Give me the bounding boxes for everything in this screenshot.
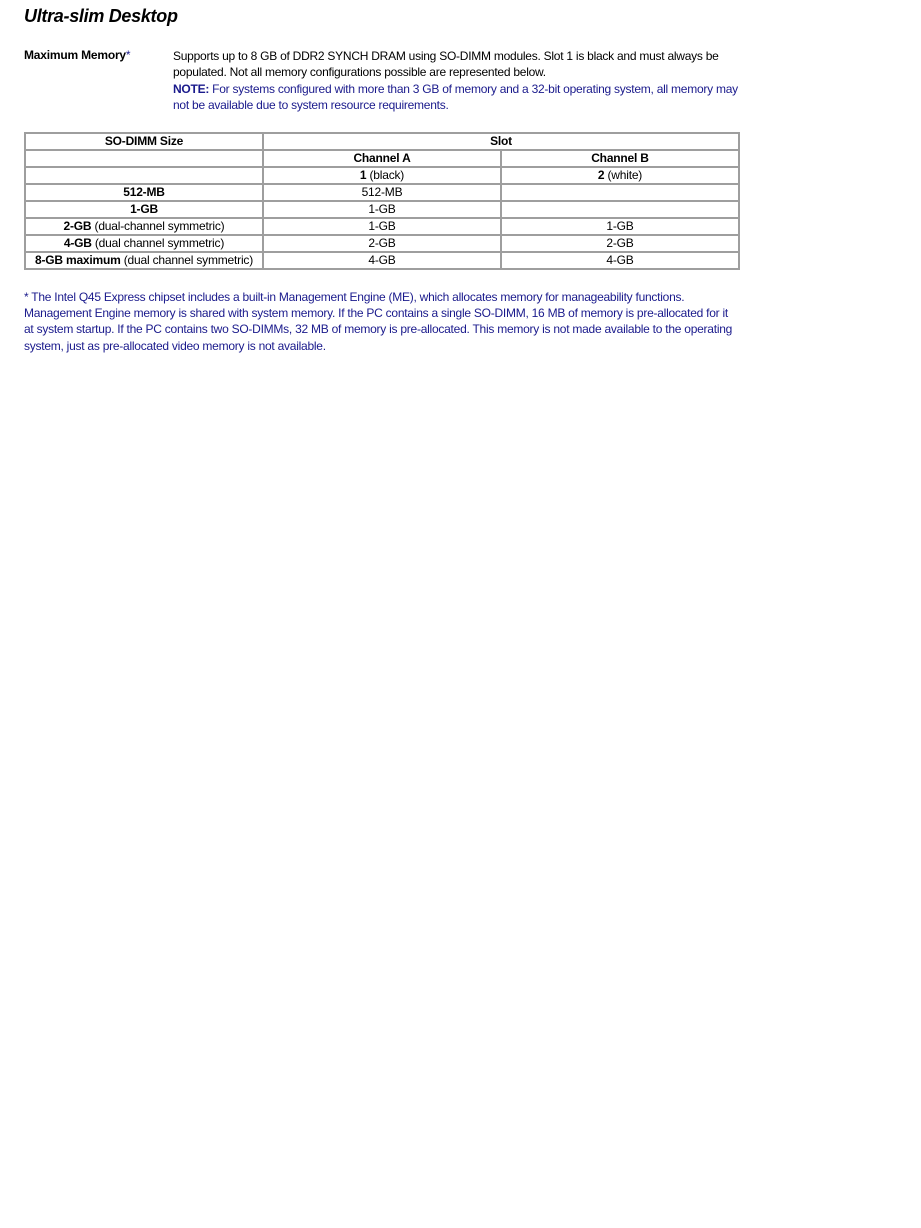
table-row bbox=[25, 184, 739, 201]
header-channel-b: Channel B bbox=[501, 150, 739, 167]
page-title: Ultra-slim Desktop bbox=[24, 6, 178, 26]
slot-1-cell bbox=[263, 167, 501, 184]
slot-2-number: 2 bbox=[597, 168, 605, 182]
size-bold: 512-MB bbox=[123, 185, 165, 199]
channel-b-cell bbox=[501, 201, 739, 218]
slot-1-number: 1 bbox=[359, 168, 367, 182]
size-detail: (dual channel symmetric) bbox=[120, 253, 254, 267]
channel-b-cell bbox=[501, 184, 739, 201]
spec-label bbox=[24, 48, 130, 62]
header-sodimm-size: SO-DIMM Size bbox=[25, 133, 263, 150]
table-row bbox=[25, 252, 739, 269]
slot-2-cell bbox=[501, 167, 739, 184]
size-bold: 2-GB bbox=[63, 219, 92, 233]
table-row bbox=[25, 218, 739, 235]
header-channel-a: Channel A bbox=[263, 150, 501, 167]
size-cell bbox=[25, 201, 263, 218]
empty-cell bbox=[25, 150, 263, 167]
size-cell bbox=[25, 218, 263, 235]
size-detail: (dual-channel symmetric) bbox=[91, 219, 225, 233]
table-slot-row bbox=[25, 167, 739, 184]
slot-2-color: (white) bbox=[604, 168, 643, 182]
table-channel-row bbox=[25, 150, 739, 167]
size-cell bbox=[25, 184, 263, 201]
spec-label-text: Maximum Memory bbox=[24, 48, 126, 62]
size-bold: 1-GB bbox=[130, 202, 158, 216]
footnote-marker: * bbox=[125, 48, 131, 62]
channel-a-cell: 4-GB bbox=[263, 252, 501, 269]
size-detail: (dual channel symmetric) bbox=[91, 236, 225, 250]
empty-cell bbox=[25, 167, 263, 184]
table-row bbox=[25, 201, 739, 218]
footnote: * The Intel Q45 Express chipset includes a built-in Management Engine (ME), which allocates memory for manageability functions. Management Engine memory is shared with system memory. If the PC contains a single SO-DIMM, 16 MB of memory is pre-allocated for it at system startup. If the PC contains two SO-DIMMs, 32 MB of memory is pre-allocated. This memory is not made available to the operating system, just as pre-allocated video memory is not available. bbox=[24, 290, 733, 353]
slot-1-color: (black) bbox=[366, 168, 405, 182]
size-bold: 4-GB bbox=[63, 236, 92, 250]
memory-config-table bbox=[24, 132, 740, 270]
channel-b-cell: 1-GB bbox=[501, 218, 739, 235]
note-text: For systems configured with more than 3 GB of memory and a 32-bit operating system, all memory may not be available due to system resource requirements. bbox=[173, 81, 738, 112]
table-row bbox=[25, 235, 739, 252]
channel-a-cell: 512-MB bbox=[263, 184, 501, 201]
table-header-row bbox=[25, 133, 739, 150]
header-slot: Slot bbox=[263, 133, 739, 150]
size-cell bbox=[25, 252, 263, 269]
channel-b-cell: 4-GB bbox=[501, 252, 739, 269]
channel-a-cell: 2-GB bbox=[263, 235, 501, 252]
note-label: NOTE: bbox=[173, 81, 210, 96]
spec-description: Supports up to 8 GB of DDR2 SYNCH DRAM using SO-DIMM modules. Slot 1 is black and must always be populated. Not all memory configurations possible are represented below. bbox=[173, 49, 719, 80]
spec-note bbox=[173, 81, 745, 114]
channel-b-cell: 2-GB bbox=[501, 235, 739, 252]
size-bold: 8-GB maximum bbox=[34, 253, 121, 267]
channel-a-cell: 1-GB bbox=[263, 218, 501, 235]
size-cell bbox=[25, 235, 263, 252]
spec-description-block bbox=[173, 48, 745, 113]
channel-a-cell: 1-GB bbox=[263, 201, 501, 218]
